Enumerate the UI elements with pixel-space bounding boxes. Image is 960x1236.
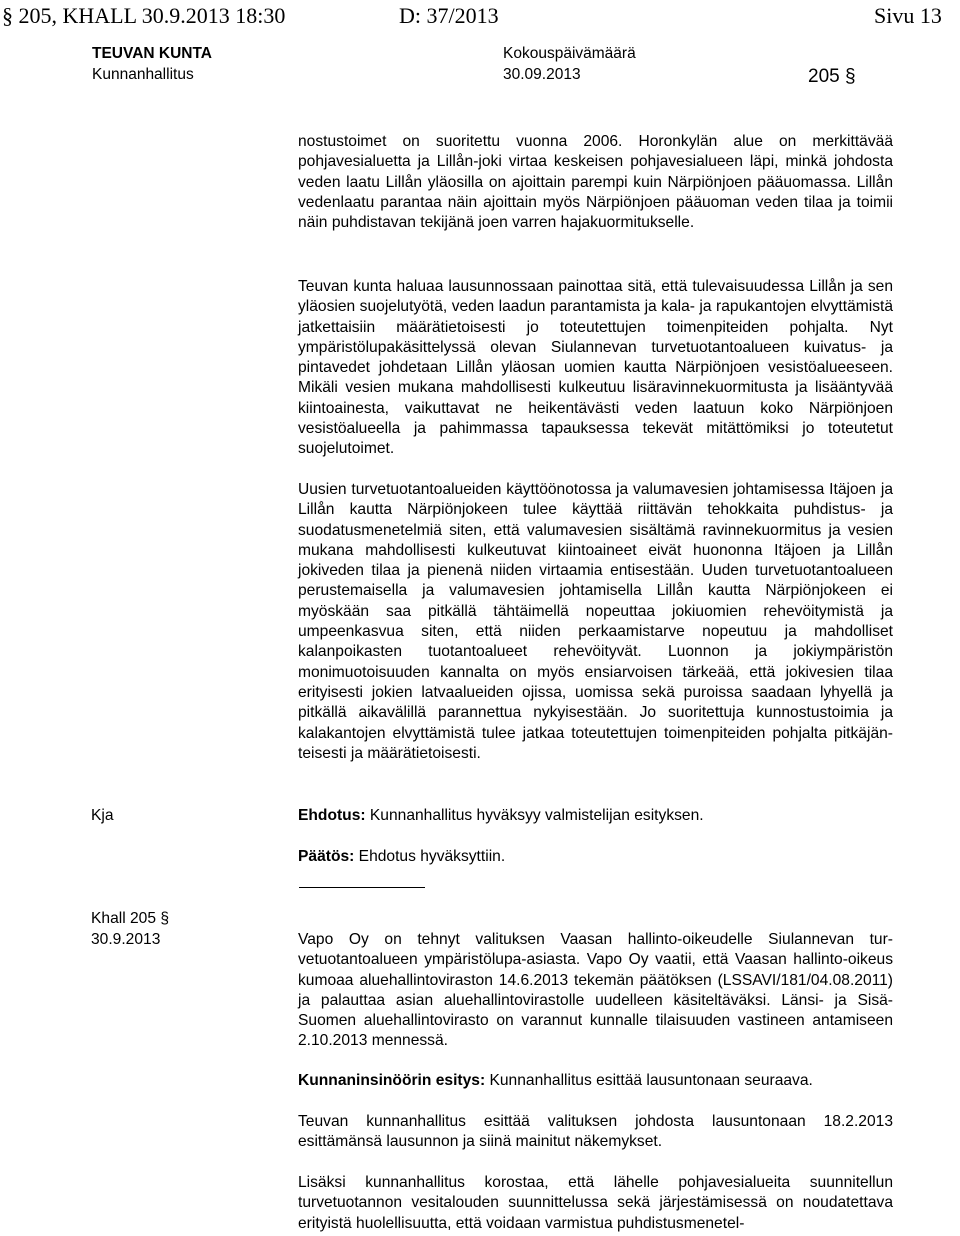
paragraph-3: Uusien turvetuotantoalueiden käyttöönotossa ja valumavesien johtamisessa Itäjoen ja Lillån kautta Närpiönjokeen tulee käyttää riittävän tehokkaita puhdistus- ja suodatusmenetelmiä siten, että valumavesien sisältämä ravinnekuormitus ja vesien mukana mahdollisesti kulkeutuvat kiintoaineet eivät huononna Itäjoen ja Lillån jokiveden tilaa ja pienenä niiden virtaamia entisestään. Uuden turvetuotantoalueen perustemaisella ja valumavesien johtamisella Lillån kautta Närpiönjokeen ei myöskään saa pitkällä tähtäimellä nopeuttaa jokiuomien rehevöitymistä ja umpeenkasvua siten, että niiden perkaamistarve nopeutuu ja mahdolliset kalanpoikasten tuotantoalueet rehevöityvät. Luonnon ja jokiympäristön monimuotoisuuden kannalta on myös ensiarvoisen tärkeää, että jokivesien tilaa erityisesti jokien latvaalueiden ojissa, uomissa sekä puroissa saadaan lyhyellä ja pitkällä aikavälillä parannettua nykyisestään. Jo suoritettuja kunnostustoimia ja kalakantojen elvyttämistä tulee jatkaa toteutettujen toimenpiteiden pohjalta pitkäjänteisesti ja määrätietoisesti. [298, 481, 893, 762]
org-name: TEUVAN KUNTA [92, 45, 212, 62]
khall-date: 30.9.2013 [91, 931, 161, 948]
proposal-label: Ehdotus: [298, 807, 366, 824]
top-line-document-number: D: 37/2013 [399, 3, 499, 28]
paragraph-2: Teuvan kunta haluaa lausunnossaan painottaa sitä, että tulevaisuudessa Lillån ja sen yläosien suojelutyötä, veden laadun parantamista ja kala- ja rapukantojen elvyttämistä jatkettaisiin määrätietoisesti jo toteutettujen toimenpiteiden pohjalta. Nyt ympäristölupakäsittelyssä olevan Siulannevan turvetuotantoalueen kuivatus- ja pintavedet johdetaan Lillån yläosan uomien kautta Närpiönjoen vesistöalueeseen. Mikäli vesien mukana mahdollisesti kulkeutuu lisäravinnekuormitusta ja lisääntyvää kiintoainesta, vaikuttavat ne heikentävästi veden laatuun koko Närpiönjoen vesistöalueella ja pahimmassa tapauksessa tekevät mitättömiksi jo toteutetut suojelutoimet. [298, 278, 893, 458]
section-number: 205 § [808, 66, 856, 87]
decision-text: Ehdotus hyväksyttiin. [354, 848, 506, 865]
khall-label: Khall 205 § [91, 910, 170, 927]
top-line-page: Sivu 13 [874, 3, 942, 28]
page-top-line [0, 3, 960, 31]
engineer-proposal-text: Kunnanhallitus esittää lausuntonaan seuraava. [485, 1072, 813, 1089]
body-name: Kunnanhallitus [92, 66, 194, 83]
proposal [298, 806, 893, 826]
engineer-proposal-label: Kunnaninsinöörin esitys: [298, 1072, 486, 1089]
meeting-date: 30.09.2013 [503, 66, 581, 83]
meeting-date-label: Kokouspäivämäärä [503, 45, 636, 62]
decision [298, 847, 893, 867]
top-line-section: § 205, KHALL 30.9.2013 18:30 [2, 3, 286, 28]
decision-label: Päätös: [298, 848, 355, 865]
khall-paragraph-2: Teuvan kunnanhallitus esittää valituksen johdosta lausuntonaan 18.2.2013 esittämänsä lausunnon ja siinä mainitut näkemykset. [298, 1113, 893, 1151]
khall-paragraph-1: Vapo Oy on tehnyt valituksen Vaasan hallinto-oikeudelle Siulannevan turvetuotantoalueen ympäristölupa-asiasta. Vapo Oy vaatii, että Vaasan hallinto-oikeus kumoaa aluehallintoviraston 14.6.2013 tekemän päätöksen (LSSAVI/181/04.08.2011) ja palauttaa asian aluehallintovirastolle uudelleen käsiteltäväksi. Länsi- ja Sisä-Suomen aluehallintovirasto on varannut kunnalle tilaisuuden vastineen antamiseen 2.10.2013 mennessä. [298, 931, 893, 1050]
proposal-text: Kunnanhallitus hyväksyy valmistelijan esityksen. [365, 807, 704, 824]
separator-rule [299, 887, 425, 888]
paragraph-1: nostustoimet on suoritettu vuonna 2006. Horonkylän alue on merkittävää pohjavesialuetta ja Lillån-joki virtaa keskeisen pohjavesialueen läpi, minkä johdosta veden laatu Lillån yläosilla on ajoittain parempi kuin Närpiönjoen pääuomassa. Lillån vedenlaatu parantaa näin ajoittain myös Närpiönjoen pääuoman veden tilaa ja toimii näin puhdistavan tekijänä joen varren hajakuormitukselle. [298, 133, 893, 232]
engineer-proposal [298, 1071, 893, 1091]
khall-paragraph-3: Lisäksi kunnanhallitus korostaa, että lähelle pohjavesialueita suunnitellun turvetuotannon vesitalouden suunnittelussa sekä järjestämisessä on noudatettava erityistä huolellisuutta, että voidaan varmistua puhdistusmenetel- [298, 1174, 893, 1232]
kja-label: Kja [91, 807, 114, 824]
